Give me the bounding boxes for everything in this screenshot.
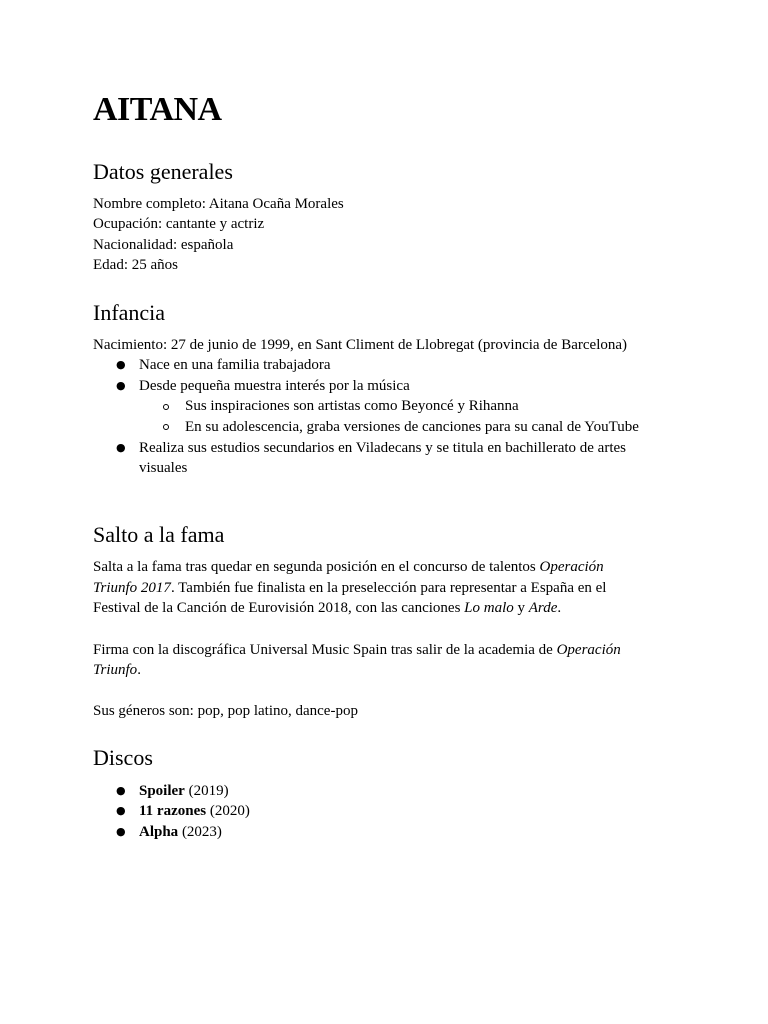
fama-paragraph-1-line-3: Festival de la Canción de Eurovisión 2018, con las canciones Lo malo y Arde.: [93, 600, 562, 616]
bullet-icon: ●: [116, 825, 126, 838]
heading-discos: Discos: [93, 745, 153, 770]
heading-datos-generales: Datos generales: [93, 159, 233, 184]
fama-paragraph-2-line-1: Firma con la discográfica Universal Music Spain tras salir de la academia de Operación: [93, 642, 621, 658]
fama-paragraph-2-line-2: Triunfo.: [93, 662, 141, 678]
infancia-nacimiento: Nacimiento: 27 de junio de 1999, en Sant Climent de Llobregat (provincia de Barcelona): [93, 337, 628, 353]
fama-generos: Sus géneros son: pop, pop latino, dance-pop: [93, 703, 358, 719]
list-item-continuation: visuales: [139, 460, 188, 476]
album-item: Spoiler (2019): [139, 783, 229, 799]
heading-infancia: Infancia: [93, 300, 166, 325]
list-item: Realiza sus estudios secundarios en Viladecans y se titula en bachillerato de artes: [139, 440, 626, 456]
datos-nombre: Nombre completo: Aitana Ocaña Morales: [93, 196, 344, 212]
bullet-icon: ●: [116, 379, 126, 392]
bullet-icon: ●: [116, 441, 126, 454]
fama-paragraph-1-line-1: Salta a la fama tras quedar en segunda posición en el concurso de talentos Operación: [93, 559, 604, 575]
hollow-bullet-icon: [163, 404, 169, 410]
bullet-icon: ●: [116, 358, 126, 371]
sub-list-item: Sus inspiraciones son artistas como Beyoncé y Rihanna: [185, 398, 519, 414]
list-item: Desde pequeña muestra interés por la música: [139, 378, 410, 394]
bullet-icon: ●: [116, 804, 126, 817]
datos-edad: Edad: 25 años: [93, 257, 178, 273]
document-title: AITANA: [93, 91, 222, 128]
datos-nacionalidad: Nacionalidad: española: [93, 237, 234, 253]
album-item: 11 razones (2020): [139, 803, 250, 819]
hollow-bullet-icon: [163, 424, 169, 430]
datos-ocupacion: Ocupación: cantante y actriz: [93, 216, 265, 232]
sub-list-item: En su adolescencia, graba versiones de canciones para su canal de YouTube: [185, 419, 639, 435]
heading-salto-fama: Salto a la fama: [93, 522, 225, 547]
album-item: Alpha (2023): [139, 824, 222, 840]
list-item: Nace en una familia trabajadora: [139, 357, 331, 373]
bullet-icon: ●: [116, 784, 126, 797]
fama-paragraph-1-line-2: Triunfo 2017. También fue finalista en la preselección para representar a España en el: [93, 580, 607, 596]
